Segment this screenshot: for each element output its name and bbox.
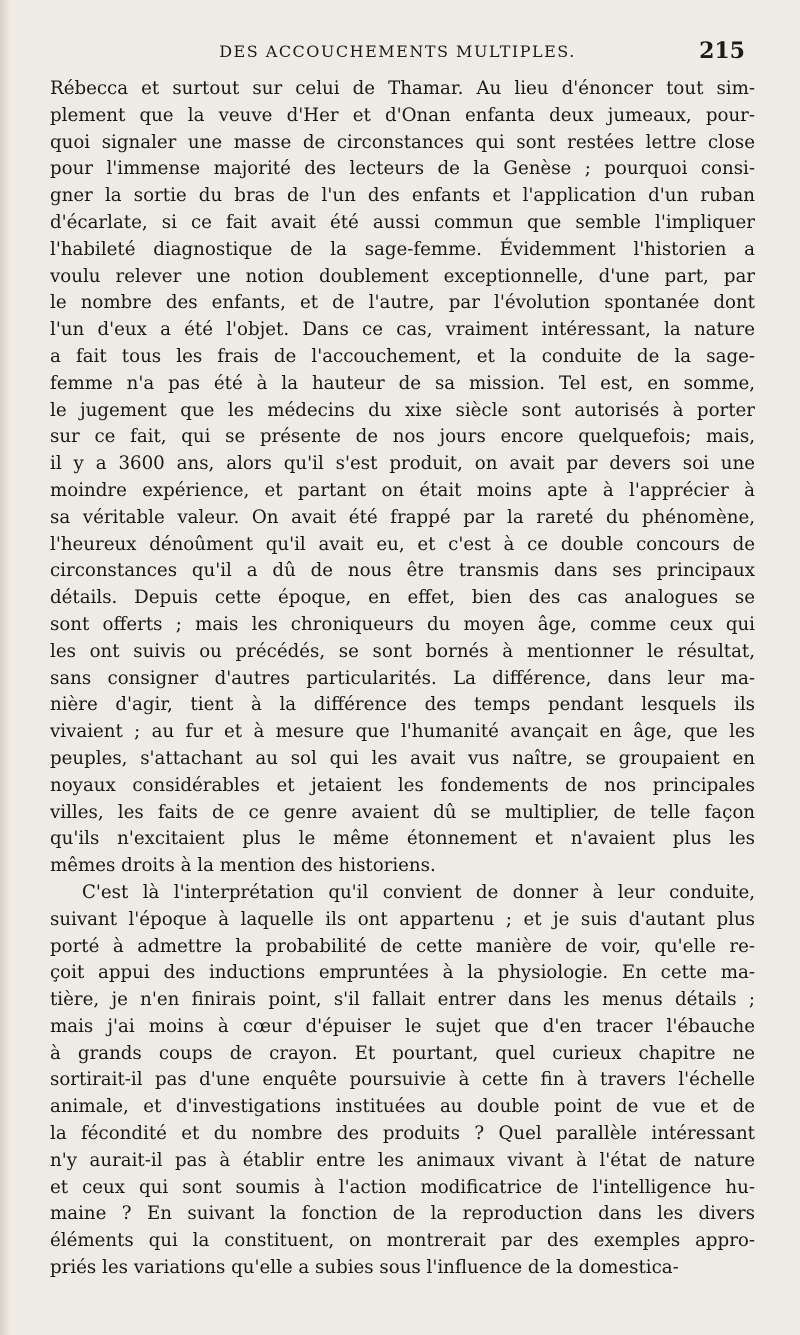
text-line: sortirait-il pas d'une enquête poursuivie à cette fin à travers l'échelle: [50, 1069, 755, 1091]
text-line: porté à admettre la probabilité de cette manière de voir, qu'elle re-: [50, 935, 755, 957]
page-number: 215: [699, 38, 745, 64]
text-line: nière d'agir, tient à la différence des temps pendant lesquels ils: [50, 694, 755, 716]
text-line: villes, les faits de ce genre avaient dû se multiplier, de telle façon: [50, 801, 755, 823]
body-text: [50, 76, 755, 1282]
text-line: tière, je n'en finirais point, s'il fallait entrer dans les menus détails ;: [50, 989, 755, 1011]
text-line: et ceux qui sont soumis à l'action modificatrice de l'intelligence hu-: [50, 1176, 755, 1198]
text-line: il y a 3600 ans, alors qu'il s'est produit, on avait par devers soi une: [50, 453, 755, 475]
running-title: DES ACCOUCHEMENTS MULTIPLES.: [219, 42, 576, 61]
text-line: détails. Depuis cette époque, en effet, bien des cas analogues se: [50, 587, 755, 609]
text-line: l'un d'eux a été l'objet. Dans ce cas, vraiment intéressant, la nature: [50, 319, 755, 341]
text-line: pour l'immense majorité des lecteurs de la Genèse ; pourquoi consi-: [50, 158, 755, 180]
paragraph: [50, 880, 755, 1282]
text-line: le jugement que les médecins du xixe siècle sont autorisés à porter: [50, 399, 755, 421]
text-line: C'est là l'interprétation qu'il convient de donner à leur conduite,: [82, 881, 755, 903]
text-line: sont offerts ; mais les chroniqueurs du moyen âge, comme ceux qui: [50, 613, 755, 635]
text-line: çoit appui des inductions empruntées à la physiologie. En cette ma-: [50, 962, 755, 984]
text-line: éléments qui la constituent, on montrerait par des exemples appro-: [50, 1230, 755, 1252]
text-line: Rébecca et surtout sur celui de Thamar. Au lieu d'énoncer tout sim-: [50, 78, 755, 99]
text-line: moindre expérience, et partant on était moins apte à l'apprécier à: [50, 479, 755, 501]
text-line: qu'ils n'excitaient plus le même étonnement et n'avaient plus les: [50, 828, 755, 850]
text-line: l'habileté diagnostique de la sage-femme. Évidemment l'historien a: [50, 238, 755, 260]
text-line: n'y aurait-il pas à établir entre les animaux vivant à l'état de nature: [50, 1149, 755, 1171]
text-line: d'écarlate, si ce fait avait été aussi commun que semble l'impliquer: [50, 211, 755, 233]
text-line: les ont suivis ou précédés, se sont bornés à mentionner le résultat,: [50, 640, 755, 662]
text-line: sans consigner d'autres particularités. La différence, dans leur ma-: [50, 667, 755, 689]
text-line: suivant l'époque à laquelle ils ont appartenu ; et je suis d'autant plus: [50, 908, 755, 930]
text-line: circonstances qu'il a dû de nous être transmis dans ses principaux: [50, 560, 755, 582]
page-edge-shadow: [0, 0, 10, 1335]
text-line: priés les variations qu'elle a subies sous l'influence de la domestica-: [50, 1257, 679, 1279]
text-line: l'heureux dénoûment qu'il avait eu, et c'est à ce double concours de: [50, 533, 755, 555]
text-line: sa véritable valeur. On avait été frappé par la rareté du phénomène,: [50, 506, 755, 528]
text-line: voulu relever une notion doublement exceptionnelle, d'une part, par: [50, 265, 755, 287]
text-line: plement que la veuve d'Her et d'Onan enfanta deux jumeaux, pour-: [50, 104, 755, 126]
text-line: la fécondité et du nombre des produits ? Quel parallèle intéressant: [50, 1123, 755, 1145]
text-line: a fait tous les frais de l'accouchement, et la conduite de la sage-: [50, 345, 755, 367]
text-line: gner la sortie du bras de l'un des enfants et l'application d'un ruban: [50, 185, 755, 207]
text-line: noyaux considérables et jetaient les fondements de nos principales: [50, 774, 755, 796]
text-line: sur ce fait, qui se présente de nos jours encore quelquefois; mais,: [50, 426, 755, 448]
text-line: à grands coups de crayon. Et pourtant, quel curieux chapitre ne: [50, 1042, 755, 1064]
page-header: [50, 38, 745, 68]
text-line: mais j'ai moins à cœur d'épuiser le sujet que d'en tracer l'ébauche: [50, 1015, 755, 1037]
text-line: femme n'a pas été à la hauteur de sa mission. Tel est, en somme,: [50, 372, 755, 394]
text-line: mêmes droits à la mention des historiens.: [50, 855, 436, 877]
text-line: maine ? En suivant la fonction de la reproduction dans les divers: [50, 1203, 755, 1225]
text-line: le nombre des enfants, et de l'autre, par l'évolution spontanée dont: [50, 292, 755, 314]
text-line: vivaient ; au fur et à mesure que l'humanité avançait en âge, que les: [50, 721, 755, 743]
text-line: animale, et d'investigations instituées au double point de vue et de: [50, 1096, 755, 1118]
text-line: peuples, s'attachant au sol qui les avait vus naître, se groupaient en: [50, 747, 755, 769]
text-line: quoi signaler une masse de circonstances qui sont restées lettre close: [50, 131, 755, 153]
paragraph: [50, 76, 755, 880]
